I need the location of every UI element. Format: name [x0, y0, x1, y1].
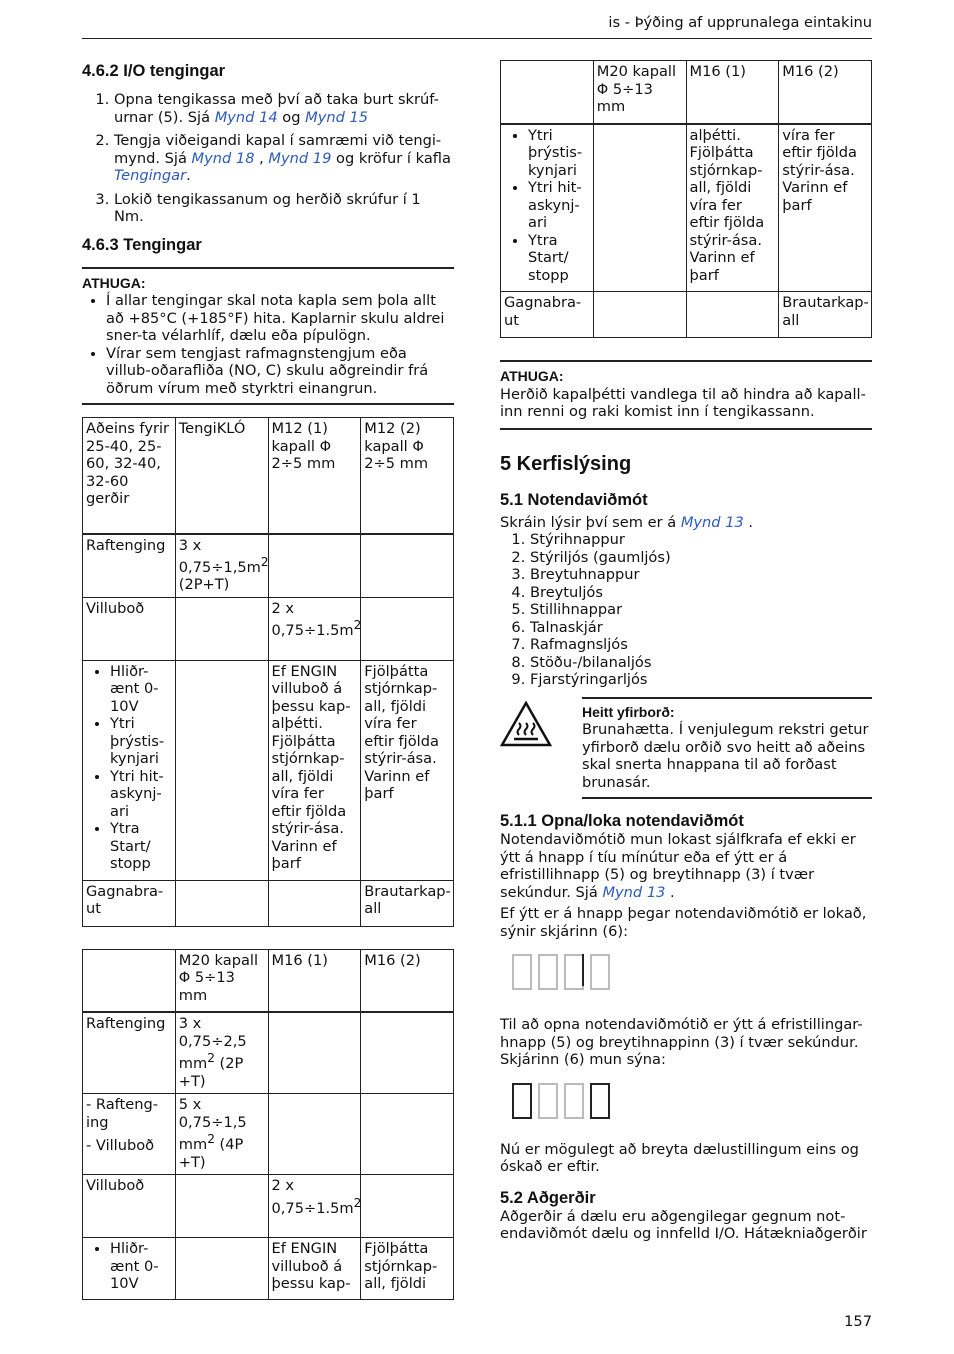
table-header-cell [501, 61, 594, 124]
table-cell [593, 292, 686, 338]
note-bullets [82, 292, 454, 397]
table-cell: Brautarkap-all [361, 880, 454, 926]
connection-table-3 [500, 60, 872, 338]
table-cell [268, 1012, 361, 1093]
section-4-6-3-title: 4.6.3 Tengingar [82, 235, 202, 254]
link-mynd-18[interactable]: Mynd 18 [191, 149, 255, 167]
table-cell: • Hliðr-ænt 0-10V [83, 1238, 176, 1300]
note-text: Herðið kapalþétti vandlega til að hindra að kapall-inn renni og raki komist inn í tengikassann. [500, 385, 866, 420]
note-title: ATHUGA: [82, 274, 146, 291]
display-digit [590, 1083, 608, 1117]
table-cell: Gagnabra-ut [501, 292, 594, 338]
table-cell: alþétti. Fjölþátta stjórnkap-all, fjöldi víra fer eftir fjölda stýrir-ása. Varinn ef þarf [686, 124, 779, 292]
table-cell [686, 292, 779, 338]
table-row [83, 880, 454, 926]
warning-box [582, 697, 872, 800]
section-4-6-2-title: 4.6.2 I/O tengingar [82, 62, 226, 80]
table-cell: Fjölþátta stjórnkap-all, fjöldi [361, 1238, 454, 1300]
table-cell: Brautarkap-all [779, 292, 872, 338]
table-header-cell: M16 (1) [268, 949, 361, 1012]
section-5-1-1-title: 5.1.1 Opna/loka notendaviðmót [500, 812, 744, 830]
table-cell: Ef ENGIN villuboð á þessu kap- [268, 1238, 361, 1300]
note-bullet: • Vírar sem tengjast rafmagnstengjum eða villub-oðarafliða (NO, C) skulu aðgreindir frá öðrum vírum með styrktri einangrun. [106, 345, 454, 398]
note-title: ATHUGA: [500, 368, 564, 384]
table-row [83, 534, 454, 598]
connection-table-1 [82, 417, 454, 927]
table-row [501, 124, 872, 292]
table-cell: 5 x 0,75÷1,5 $mm^2$ (4P +T) [175, 1094, 268, 1175]
section-5-1-1-para2: Ef ýtt er á hnapp þegar notendaviðmótið er lokað, sýnir skjárinn (6): [500, 905, 867, 940]
display-digit [538, 954, 556, 988]
warning-text: Brunahætta. Í venjulegum rekstri getur yfirborð dælu orðið svo heitt að aðeins skal snerta hnappana til að forðast brunasár. [582, 721, 869, 791]
list-item: 2. Stýriljós (gaumljós) [530, 549, 872, 567]
link-mynd-14[interactable]: Mynd 14 [214, 108, 278, 126]
note-box-2 [500, 360, 872, 430]
table-header-cell: M20 kapall Φ 5÷13 mm [593, 61, 686, 124]
note-box [82, 267, 454, 406]
table-header-cell: Aðeins fyrir 25-40, 25-60, 32-40, 32-60 gerðir [83, 418, 176, 534]
section-5-1-1-para4: Nú er mögulegt að breyta dælustillingum eins og óskað er eftir. [500, 1140, 859, 1175]
section-5-1-intro: Skráin lýsir því sem er á Mynd 13 . [500, 513, 754, 531]
left-column [82, 58, 454, 1300]
table-cell: 3 x $0,75\div 1,5m^2$ (2P+T) [175, 534, 268, 598]
section-5-1-1-para3: Til að opna notendaviðmótið er ýtt á efristillingar-hnapp (5) og breytihnappinn (3) í tvær sekúndur. Skjárinn (6) mun sýna: [500, 1016, 863, 1068]
table-header-cell: M20 kapall Φ 5÷13 mm [175, 949, 268, 1012]
table-cell [175, 1175, 268, 1238]
display-locked-figure [512, 954, 872, 988]
list-item: 3. Breytuhnappur [530, 566, 872, 584]
display-digit [564, 954, 582, 988]
table-row [501, 292, 872, 338]
table-cell: Gagnabra-ut [83, 880, 176, 926]
note-bullet: • Í allar tengingar skal nota kapla sem þola allt að +85°C (+185°F) hita. Kaplarnir skulu aldrei sner-ta vélarhlíf, dælu eða pípulögn. [106, 292, 454, 345]
display-digit [538, 1083, 556, 1117]
table-row [83, 597, 454, 660]
table-cell: 2 x $0,75\div 1.5m^2$ [268, 1175, 361, 1238]
section-5-2-title: 5.2 Aðgerðir [500, 1188, 596, 1207]
io-step-1: 1. Opna tengikassa með því að taka burt skrúf-urnar (5). Sjá Mynd 14 og Mynd 15 [114, 91, 454, 126]
list-item: 8. Stöðu-/bilanaljós [530, 654, 872, 672]
table-header-cell: M16 (2) [361, 949, 454, 1012]
link-mynd-15[interactable]: Mynd 15 [305, 108, 369, 126]
io-step-2: 2. Tengja viðeigandi kapal í samræmi við tengi-mynd. Sjá Mynd 18 , Mynd 19 og kröfur í kafla Tengingar. [114, 132, 454, 185]
table-cell [175, 1238, 268, 1300]
table-header-cell: TengiKLÓ [175, 418, 268, 534]
display-digit [564, 1083, 582, 1117]
table-cell: Villuboð [83, 597, 176, 660]
table-cell [268, 1094, 361, 1175]
table-header-cell: M16 (2) [779, 61, 872, 124]
table-cell: - Rafteng-ing - Villuboð [83, 1094, 176, 1175]
warning-block [500, 697, 872, 800]
running-header: is - Þýðing af upprunalega eintakinu [608, 14, 872, 31]
table-cell [361, 1012, 454, 1093]
table-cell: Fjölþátta stjórnkap-all, fjöldi víra fer eftir fjölda stýrir-ása. Varinn ef þarf [361, 660, 454, 880]
display-digit [512, 954, 530, 988]
list-item: 1. Stýrihnappur [530, 531, 872, 549]
ui-elements-list [500, 531, 872, 689]
list-item: 4. Breytuljós [530, 584, 872, 602]
table-row [83, 660, 454, 880]
display-digit [590, 954, 608, 988]
table-cell [175, 660, 268, 880]
table-header-cell: M12 (1) kapall Φ 2÷5 mm [268, 418, 361, 534]
section-5-1-1-para1: Notendaviðmótið mun lokast sjálfkrafa ef ekki er ýtt á hnapp í tíu mínútur eða ef ýtt er á efristillihnapp (5) og breytihnapp (3) í tvær sekúndur. Sjá Mynd 13 . [500, 831, 856, 901]
table-cell [268, 534, 361, 598]
hot-surface-icon [500, 697, 582, 800]
list-item: 5. Stillihnappar [530, 601, 872, 619]
display-unlocked-figure [512, 1083, 872, 1117]
table-cell: Villuboð [83, 1175, 176, 1238]
table-cell [361, 1175, 454, 1238]
table-cell: • Hliðr-ænt 0-10V • Ytri þrýstis-kynjari • Ytri hit-askynj-ari • Ytra Start/ stopp [83, 660, 176, 880]
list-item: 7. Rafmagnsljós [530, 636, 872, 654]
table-cell: Raftenging [83, 1012, 176, 1093]
warning-title: Heitt yfirborð: [582, 703, 675, 720]
table-header-cell [83, 949, 176, 1012]
table-cell: víra fer eftir fjölda stýrir-ása. Varinn ef þarf [779, 124, 872, 292]
list-item: 6. Talnaskjár [530, 619, 872, 637]
table-cell: 3 x 0,75÷2,5 $mm^2$ (2P +T) [175, 1012, 268, 1093]
header-rule [82, 38, 872, 39]
table-row [83, 1094, 454, 1175]
section-5-2-text: Aðgerðir á dælu eru aðgengilegar gegnum not-endaviðmót dælu og innfelld I/O. Hátækniaðgerðir [500, 1207, 867, 1242]
link-tengingar[interactable]: Tengingar [114, 167, 187, 184]
link-mynd-19[interactable]: Mynd 19 [268, 149, 332, 167]
page-number: 157 [844, 1313, 872, 1330]
display-digit [512, 1083, 530, 1117]
table-cell [361, 1094, 454, 1175]
table-row [83, 1175, 454, 1238]
io-steps-list [82, 91, 454, 226]
section-5-title: 5 Kerfislýsing [500, 452, 632, 475]
table-cell [268, 880, 361, 926]
link-mynd-13[interactable]: Mynd 13 [680, 513, 744, 531]
link-mynd-13[interactable]: Mynd 13 [602, 883, 666, 901]
connection-table-2 [82, 949, 454, 1300]
section-5-1-title: 5.1 Notendaviðmót [500, 490, 648, 509]
table-row [83, 1012, 454, 1093]
table-header-cell: M12 (2) kapall Φ 2÷5 mm [361, 418, 454, 534]
io-step-3: 3. Lokið tengikassanum og herðið skrúfur í 1 Nm. [114, 191, 454, 226]
table-cell: • Ytri þrýstis-kynjari • Ytri hit-askynj-ari • Ytra Start/ stopp [501, 124, 594, 292]
table-header-cell: M16 (1) [686, 61, 779, 124]
list-item: 9. Fjarstýringarljós [530, 671, 872, 689]
table-cell: Raftenging [83, 534, 176, 598]
right-column [500, 60, 872, 1243]
table-row [83, 1238, 454, 1300]
table-cell [361, 534, 454, 598]
table-cell: Ef ENGIN villuboð á þessu kap-alþétti. Fjölþátta stjórnkap-all, fjöldi víra fer eftir fjölda stýrir-ása. Varinn ef þarf [268, 660, 361, 880]
table-cell [175, 597, 268, 660]
table-cell [175, 880, 268, 926]
table-cell [593, 124, 686, 292]
table-cell [361, 597, 454, 660]
table-cell: 2 x $0,75\div 1.5m^2$ [268, 597, 361, 660]
